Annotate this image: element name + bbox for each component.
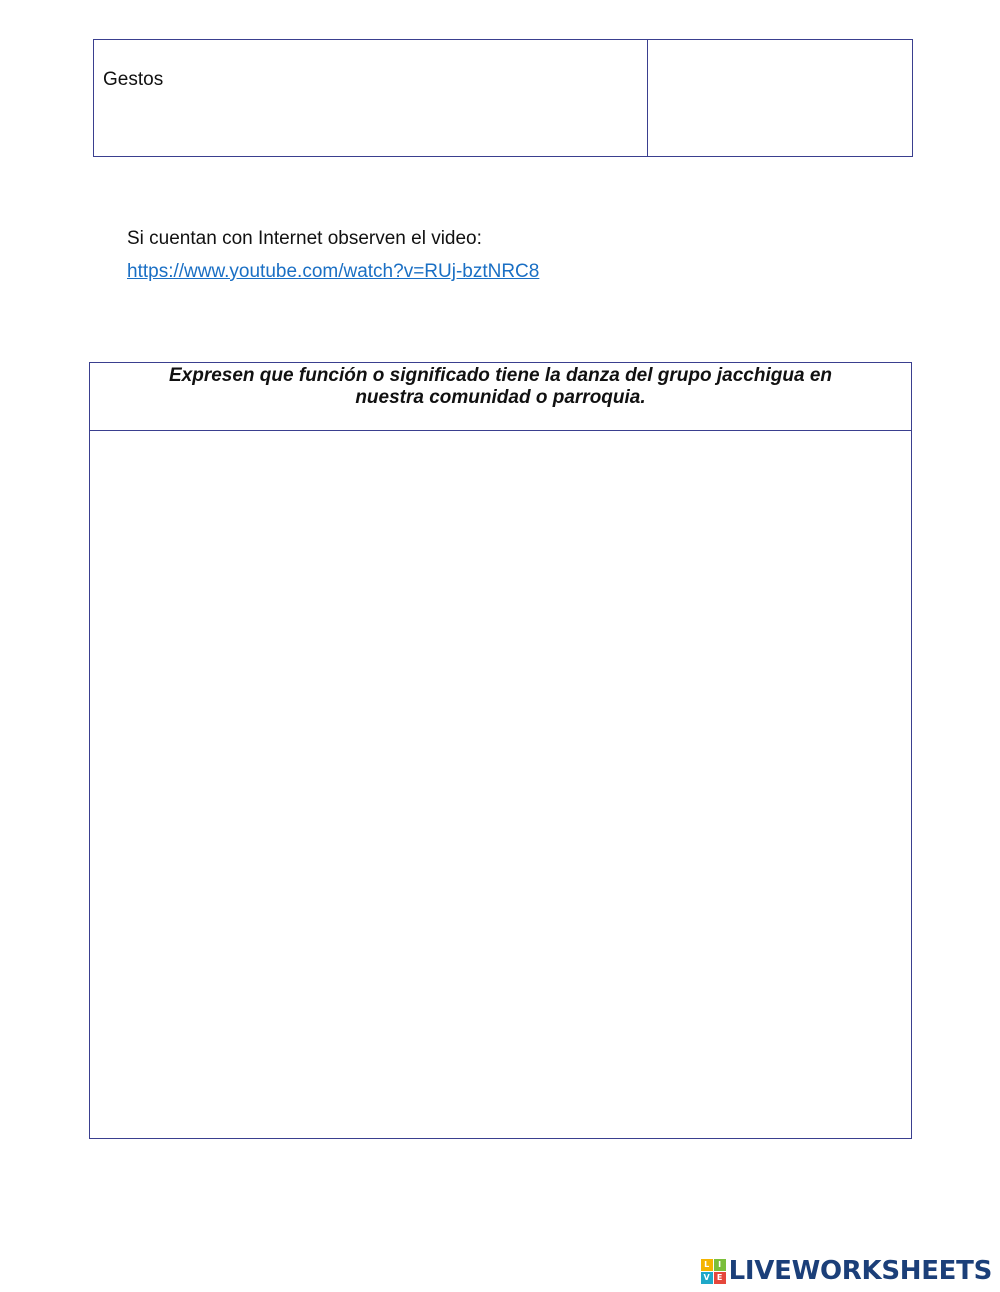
gestures-label-cell — [94, 40, 648, 156]
video-instruction: Si cuentan con Internet observen el video: — [127, 228, 482, 249]
youtube-video-link[interactable]: https://www.youtube.com/watch?v=RUj-bztNRC8 — [127, 261, 540, 282]
logo-tile-e: E — [714, 1272, 726, 1284]
prompt-line-1: Expresen que función o significado tiene la danza del grupo jacchigua en — [168, 365, 832, 386]
liveworksheets-wordmark: LIVEWORKSHEETS — [728, 1256, 992, 1286]
gestures-label: Gestos — [103, 69, 164, 90]
dance-meaning-answer-area[interactable] — [90, 431, 911, 1138]
logo-tile-l: L — [701, 1259, 713, 1271]
gestures-answer-cell[interactable] — [648, 40, 912, 156]
liveworksheets-brand — [701, 1255, 992, 1287]
dance-meaning-table — [89, 362, 912, 1139]
liveworksheets-logo-icon — [701, 1259, 726, 1284]
gestures-table — [93, 39, 913, 157]
logo-tile-i: I — [714, 1259, 726, 1271]
dance-meaning-prompt — [90, 363, 911, 431]
logo-tile-v: V — [701, 1272, 713, 1284]
prompt-line-2: nuestra comunidad o parroquia. — [355, 387, 646, 408]
